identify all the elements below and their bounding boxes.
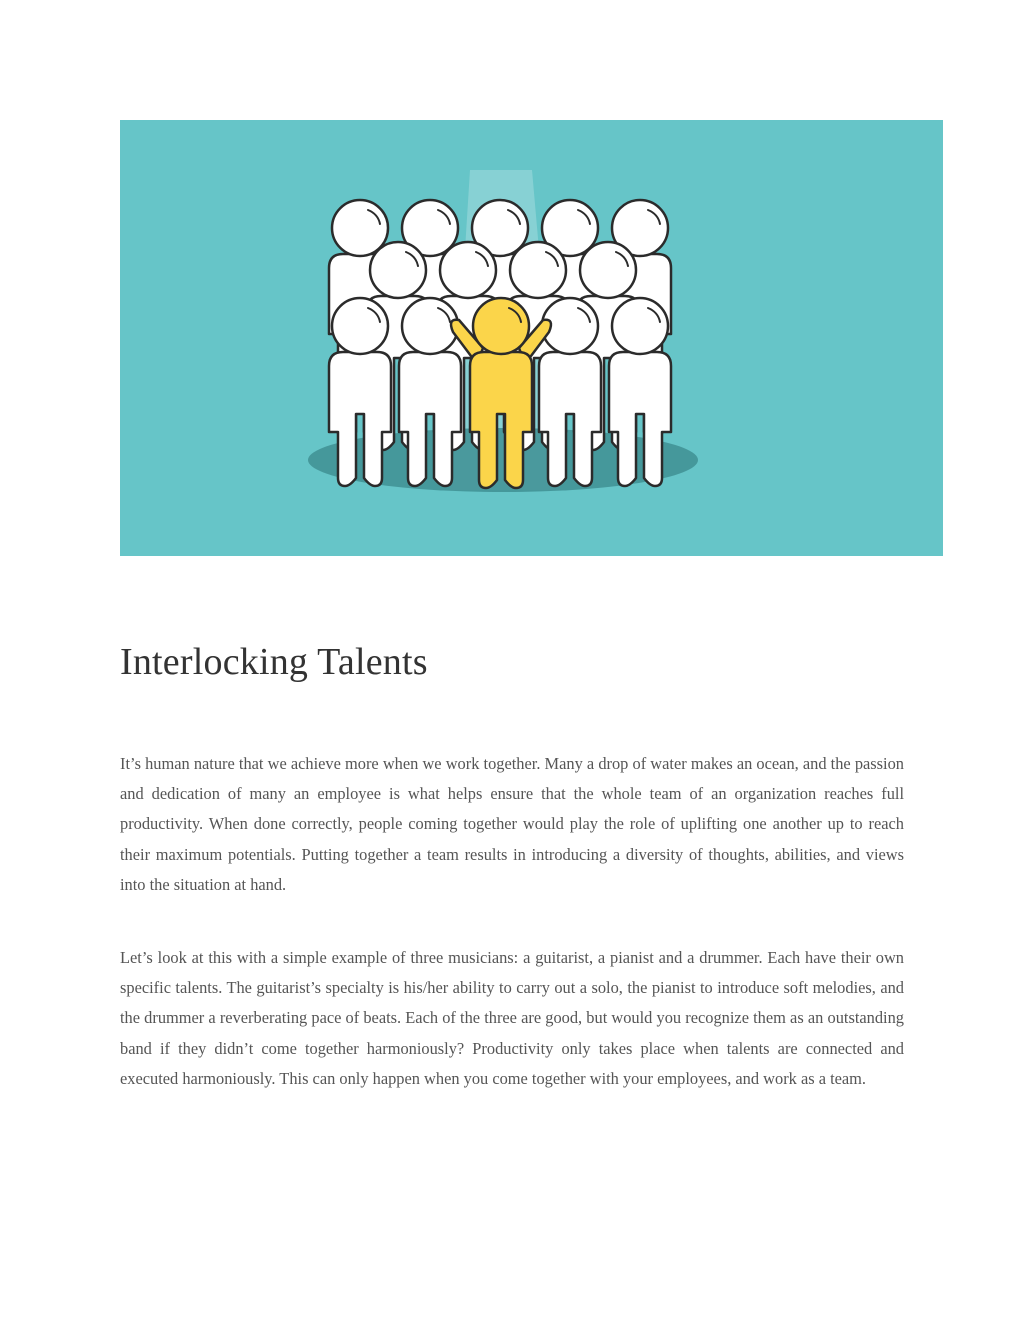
crowd-illustration (120, 120, 943, 556)
hero-illustration (120, 120, 943, 556)
article-paragraph-2: Let’s look at this with a simple example of three musicians: a guitarist, a pianist and a drummer. Each have their own specific talents. The guitarist’s specialty is his/her ability to carry out a solo, the pianist to introduce soft melodies, and the drummer a reverberating pace of beats. Each of the three are good, but would you recognize them as an outstanding band if they didn’t come together harmoniously? Productivity only takes place when talents are connected and executed harmoniously. This can only happen when you come together with your employees, and work as a team. (120, 948, 904, 1088)
article-paragraph-1: It’s human nature that we achieve more when we work together. Many a drop of water makes an ocean, and the passion and dedication of many an employee is what helps ensure that the whole team of an organization reaches full productivity. When done correctly, people coming together would play the role of uplifting one another up to reach their maximum potentials. Putting together a team results in introducing a diversity of thoughts, abilities, and views into the situation at hand. (120, 754, 904, 894)
article-title: Interlocking Talents (120, 641, 428, 683)
